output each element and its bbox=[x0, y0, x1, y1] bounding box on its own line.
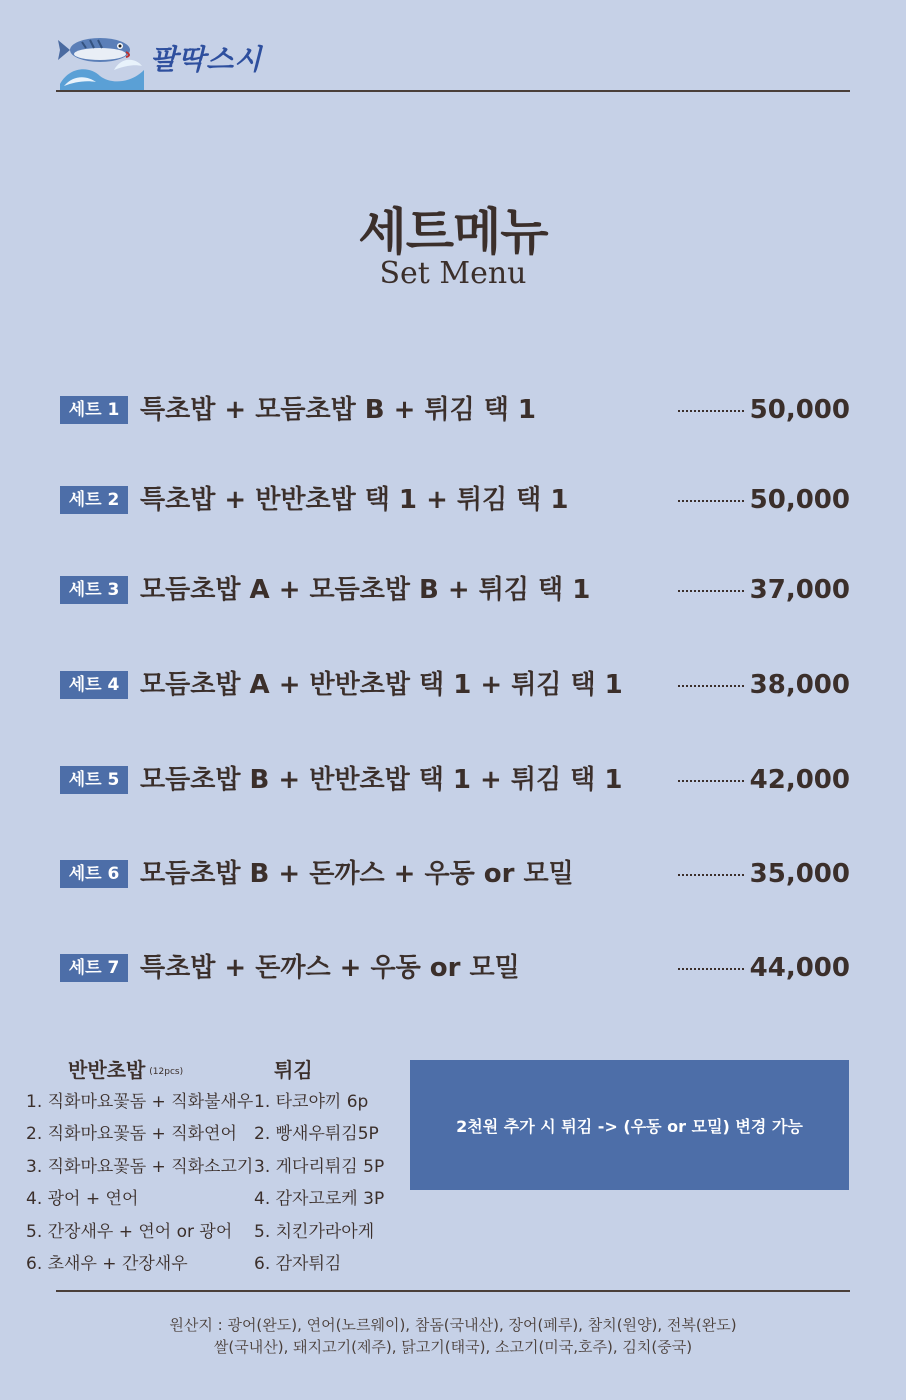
set-price: 37,000 bbox=[749, 575, 850, 605]
set-row-3 bbox=[60, 570, 850, 610]
set-badge: 세트 2 bbox=[60, 486, 128, 514]
origin-line-2: 쌀(국내산), 돼지고기(제주), 닭고기(태국), 소고기(미국,호주), 김치(중국) bbox=[213, 1338, 693, 1356]
list-item: 4. 광어 + 연어 bbox=[26, 1189, 139, 1210]
notice-box bbox=[410, 1060, 849, 1190]
set-description: 특초밥 + 반반초밥 택 1 + 튀김 택 1 bbox=[140, 485, 569, 515]
set-row-4 bbox=[60, 665, 850, 705]
list-item: 5. 간장새우 + 연어 or 광어 bbox=[26, 1221, 233, 1242]
banban-title bbox=[26, 1054, 253, 1086]
list-item: 3. 게다리튀김 5P bbox=[254, 1156, 385, 1177]
set-price: 42,000 bbox=[749, 765, 850, 795]
dotted-leader bbox=[678, 780, 744, 782]
list-item: 1. 타코야끼 6p bbox=[254, 1092, 369, 1112]
set-description: 모듬초밥 A + 모듬초밥 B + 튀김 택 1 bbox=[140, 575, 591, 605]
dotted-leader bbox=[678, 410, 744, 412]
page-title: 세트메뉴 bbox=[358, 203, 548, 261]
set-row-2 bbox=[60, 480, 850, 520]
list-item: 3. 직화마요꽃돔 + 직화소고기 bbox=[26, 1156, 254, 1177]
banban-note: (12pcs) bbox=[149, 1066, 184, 1077]
set-row-5 bbox=[60, 760, 850, 800]
set-badge: 세트 3 bbox=[60, 576, 128, 604]
dotted-leader bbox=[678, 874, 744, 876]
banban-title-text: 반반초밥 bbox=[68, 1058, 146, 1082]
set-description: 모듬초밥 B + 반반초밥 택 1 + 튀김 택 1 bbox=[140, 765, 623, 795]
origin-line-1: 원산지 : 광어(완도), 연어(노르웨이), 참돔(국내산), 장어(페루), 참치(원양), 전복(완도) bbox=[169, 1316, 737, 1334]
list-item: 2. 직화마요꽃돔 + 직화연어 bbox=[26, 1124, 237, 1145]
set-price: 44,000 bbox=[749, 953, 850, 983]
set-badge: 세트 7 bbox=[60, 954, 128, 982]
dotted-leader bbox=[678, 500, 744, 502]
list-item: 1. 직화마요꽃돔 + 직화불새우 bbox=[26, 1092, 254, 1112]
set-badge: 세트 4 bbox=[60, 671, 128, 699]
header bbox=[56, 24, 850, 92]
tempura-title: 튀김 bbox=[274, 1058, 313, 1082]
set-row-7 bbox=[60, 948, 850, 988]
banban-list bbox=[26, 1054, 253, 1280]
tempura-list bbox=[254, 1054, 384, 1280]
footer-divider bbox=[56, 1290, 850, 1292]
set-badge: 세트 5 bbox=[60, 766, 128, 794]
set-description: 특초밥 + 돈까스 + 우동 or 모밀 bbox=[140, 953, 520, 983]
list-item: 6. 감자튀김 bbox=[254, 1253, 342, 1274]
set-price: 50,000 bbox=[749, 395, 850, 425]
dotted-leader bbox=[678, 685, 744, 687]
set-price: 35,000 bbox=[749, 859, 850, 889]
set-price: 50,000 bbox=[749, 485, 850, 515]
set-description: 모듬초밥 A + 반반초밥 택 1 + 튀김 택 1 bbox=[140, 670, 623, 700]
fish-logo-icon bbox=[56, 26, 148, 90]
set-price: 38,000 bbox=[749, 670, 850, 700]
page-subtitle: Set Menu bbox=[379, 256, 527, 291]
list-item: 5. 치킨가라아게 bbox=[254, 1221, 375, 1242]
set-row-6 bbox=[60, 854, 850, 894]
list-item: 6. 초새우 + 간장새우 bbox=[26, 1253, 188, 1274]
header-divider bbox=[56, 90, 850, 92]
set-description: 특초밥 + 모듬초밥 B + 튀김 택 1 bbox=[140, 395, 537, 425]
list-item: 2. 빵새우튀김5P bbox=[254, 1124, 379, 1145]
dotted-leader bbox=[678, 590, 744, 592]
set-badge: 세트 6 bbox=[60, 860, 128, 888]
set-description: 모듬초밥 B + 돈까스 + 우동 or 모밀 bbox=[140, 859, 574, 889]
set-row-1 bbox=[60, 390, 850, 430]
dotted-leader bbox=[678, 968, 744, 970]
brand-name: 팔딱스시 bbox=[150, 43, 263, 76]
notice-text: 2천원 추가 시 튀김 -> (우동 or 모밀) 변경 가능 bbox=[456, 1116, 803, 1136]
list-item: 4. 감자고로케 3P bbox=[254, 1189, 385, 1210]
set-badge: 세트 1 bbox=[60, 396, 128, 424]
